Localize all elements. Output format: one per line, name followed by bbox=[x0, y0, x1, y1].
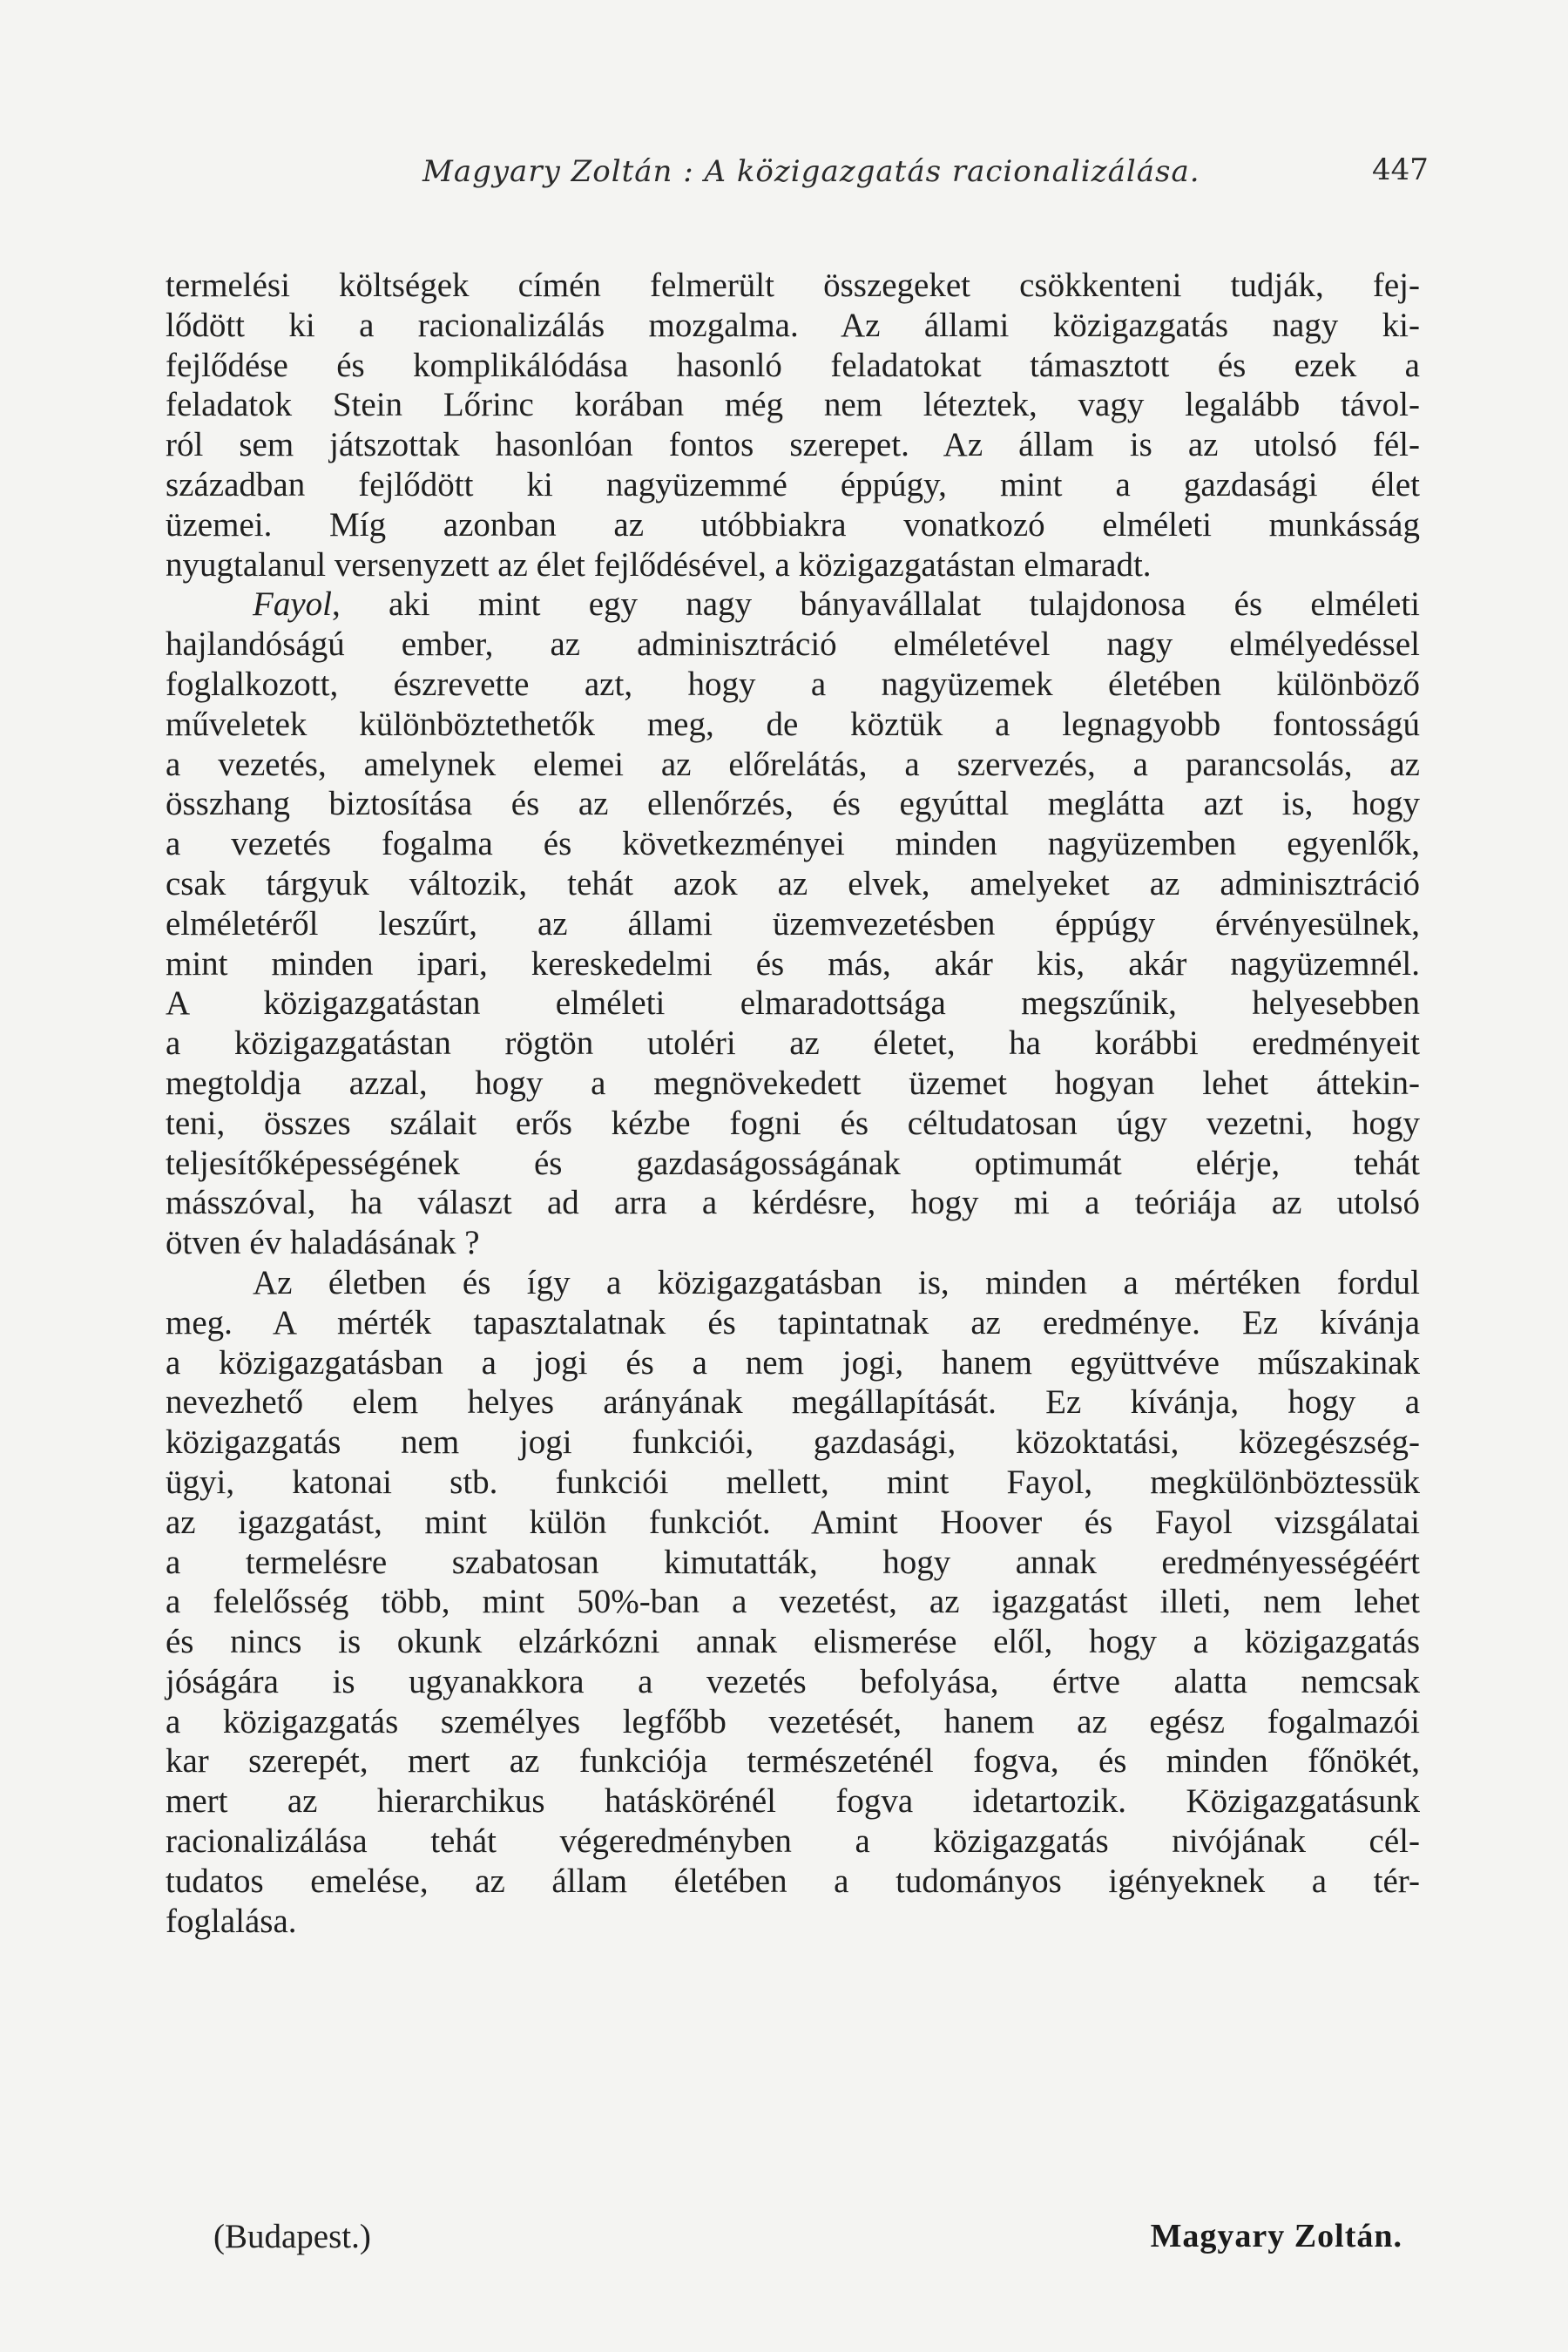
page-number: 447 bbox=[1372, 152, 1429, 187]
text-line: ról sem játszottak hasonlóan fontos szerepet. Az állam is az utolsó fél- bbox=[166, 426, 1420, 464]
text-line: meg. A mérték tapasztalatnak és tapintatnak az eredménye. Ez kívánja bbox=[166, 1303, 1420, 1342]
text-line: ötven év haladásának ? bbox=[166, 1224, 480, 1262]
text-line: Az életben és így a közigazgatásban is, minden a mértéken fordul bbox=[253, 1263, 1420, 1301]
text-line: megtoldja azzal, hogy a megnövekedett üzemet hogyan lehet áttekin- bbox=[166, 1064, 1420, 1102]
text-line: teljesítőképességének és gazdaságosságának optimumát elérje, tehát bbox=[166, 1144, 1420, 1182]
text-line: másszóval, ha választ ad arra a kérdésre, hogy mi a teóriája az utolsó bbox=[166, 1184, 1420, 1222]
text-line: teni, összes szálait erős kézbe fogni és céltudatosan úgy vezetni, hogy bbox=[166, 1104, 1420, 1142]
text-line: racionalizálása tehát végeredményben a közigazgatás nivójának cél- bbox=[166, 1822, 1420, 1861]
text-line: nevezhető elem helyes arányának megállapítását. Ez kívánja, hogy a bbox=[166, 1383, 1420, 1422]
paragraph bbox=[166, 266, 1420, 585]
paragraph bbox=[166, 1263, 1420, 1942]
text-line: az igazgatást, mint külön funkciót. Amint Hoover és Fayol vizsgálatai bbox=[166, 1503, 1420, 1541]
text-line: mert az hierarchikus hatáskörénél fogva idetartozik. Közigazgatásunk bbox=[166, 1782, 1420, 1821]
text-line: hajlandóságú ember, az adminisztráció elméletével nagy elmélyedéssel bbox=[166, 625, 1420, 664]
text-line: és nincs is okunk elzárkózni annak elismerése elől, hogy a közigazgatás bbox=[166, 1623, 1420, 1661]
text-line: műveletek különböztethetők meg, de köztük a legnagyobb fontosságú bbox=[166, 705, 1420, 743]
text-line: jóságára is ugyanakkora a vezetés befolyása, értve alatta nemcsak bbox=[166, 1662, 1420, 1700]
signature-row bbox=[166, 2217, 1402, 2269]
text-line: kar szerepét, mert az funkciója természeténél fogva, és minden főnökét, bbox=[166, 1742, 1420, 1781]
text-line: a közigazgatás személyes legfőbb vezetését, hanem az egész fogalmazói bbox=[166, 1702, 1420, 1740]
text-line: foglalkozott, észrevette azt, hogy a nagyüzemek életében különböző bbox=[166, 665, 1420, 703]
text-line: tudatos emelése, az állam életében a tudományos igényeknek a tér- bbox=[166, 1862, 1420, 1900]
text-line: üzemei. Míg azonban az utóbbiakra vonatkozó elméleti munkásság bbox=[166, 505, 1420, 544]
running-head bbox=[0, 144, 1568, 196]
text-line: a vezetés fogalma és következményei minden nagyüzemben egyenlők, bbox=[166, 825, 1420, 863]
text-line: foglalása. bbox=[166, 1902, 297, 1940]
signature-place: (Budapest.) bbox=[213, 2218, 371, 2255]
text-line: mint minden ipari, kereskedelmi és más, akár kis, akár nagyüzemnél. bbox=[166, 944, 1420, 983]
text-line: nyugtalanul versenyzett az élet fejlődésével, a közigazgatástan elmaradt. bbox=[166, 545, 1152, 584]
signature-author: Magyary Zoltán. bbox=[1150, 2218, 1402, 2254]
text-line: fejlődése és komplikálódása hasonló feladatokat támasztott és ezek a bbox=[166, 346, 1420, 384]
text-line: században fejlődött ki nagyüzemmé éppúgy, mint a gazdasági élet bbox=[166, 465, 1420, 504]
text-line: A közigazgatástan elméleti elmaradottsága megszűnik, helyesebben bbox=[166, 984, 1420, 1023]
emphasized-name: Fayol bbox=[253, 585, 332, 624]
text-line: a vezetés, amelynek elemei az előrelátás, a szervezés, a parancsolás, az bbox=[166, 745, 1420, 783]
text-line: a termelésre szabatosan kimutatták, hogy annak eredményességéért bbox=[166, 1543, 1420, 1581]
text-line: közigazgatás nem jogi funkciói, gazdasági, közoktatási, közegészség- bbox=[166, 1423, 1420, 1462]
text-line: a közigazgatásban a jogi és a nem jogi, hanem együttvéve műszakinak bbox=[166, 1343, 1420, 1382]
paragraph bbox=[166, 585, 1420, 1263]
text-line: Fayol, aki mint egy nagy bányavállalat tulajdonosa és elméleti bbox=[253, 585, 1420, 624]
text-line: csak tárgyuk változik, tehát azok az elvek, amelyeket az adminisztráció bbox=[166, 864, 1420, 902]
text-line: feladatok Stein Lőrinc korában még nem léteztek, vagy legalább távol- bbox=[166, 386, 1420, 424]
article-body bbox=[166, 266, 1420, 1941]
running-title: Magyary Zoltán : A közigazgatás racionalizálása. bbox=[422, 154, 1200, 189]
text-line: a felelősség több, mint 50%-ban a vezetést, az igazgatást illeti, nem lehet bbox=[166, 1583, 1420, 1621]
text-line: termelési költségek címén felmerült összegeket csökkenteni tudják, fej- bbox=[166, 267, 1420, 304]
text-line: ügyi, katonai stb. funkciói mellett, mint Fayol, megkülönböztessük bbox=[166, 1463, 1420, 1501]
text-line: összhang biztosítása és az ellenőrzés, és egyúttal meglátta azt is, hogy bbox=[166, 785, 1420, 823]
text-line: lődött ki a racionalizálás mozgalma. Az állami közigazgatás nagy ki- bbox=[166, 306, 1420, 344]
text-line: elméletéről leszűrt, az állami üzemvezetésben éppúgy érvényesülnek, bbox=[166, 904, 1420, 943]
text-line: a közigazgatástan rögtön utoléri az életet, ha korábbi eredményeit bbox=[166, 1024, 1420, 1063]
